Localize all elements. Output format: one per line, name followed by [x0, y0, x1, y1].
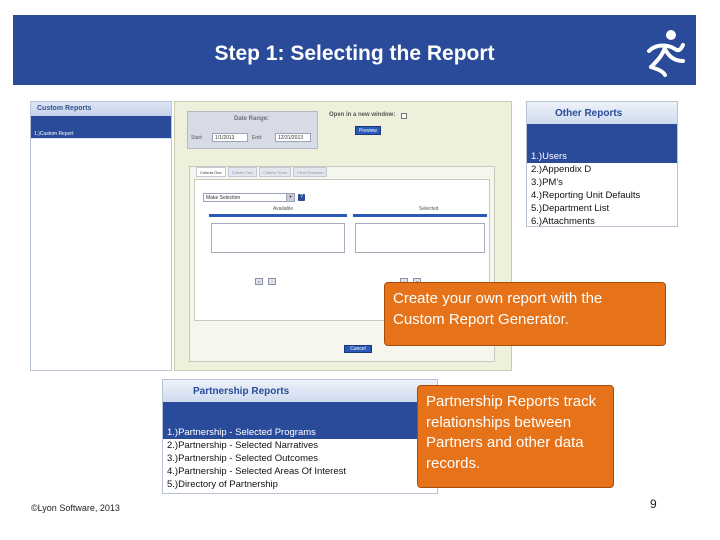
partnership-report-item[interactable]: 5.)Directory of Partnership	[167, 479, 278, 490]
end-date-input[interactable]: 12/31/2013	[275, 133, 311, 142]
cancel-button[interactable]: Cancel	[344, 345, 372, 353]
custom-report-item[interactable]: 1.)Custom Report	[31, 130, 171, 138]
selected-divider	[353, 214, 487, 217]
custom-report-callout: Create your own report with the Custom Report Generator.	[384, 282, 666, 346]
start-label: Start:	[191, 135, 203, 141]
custom-reports-panel	[30, 101, 172, 371]
custom-reports-title: Custom Reports	[31, 102, 171, 116]
make-selection-dropdown[interactable]	[203, 193, 295, 202]
other-report-item[interactable]: 5.)Department List	[531, 203, 610, 214]
other-report-item[interactable]: 1.)Users	[527, 150, 677, 163]
other-report-item[interactable]: 3.)PM's	[531, 177, 563, 188]
partnership-reports-header-bar	[163, 402, 437, 426]
custom-reports-header-bar	[31, 116, 171, 130]
other-reports-header-bar	[527, 124, 677, 150]
figure-logo-icon	[635, 25, 695, 80]
available-list[interactable]	[211, 223, 345, 253]
open-new-window-label: Open in a new window:	[329, 112, 396, 118]
other-reports-panel	[526, 101, 678, 227]
date-range-label: Date Range:	[234, 116, 270, 122]
help-icon[interactable]: ?	[298, 194, 305, 201]
start-date-input[interactable]: 1/1/2013	[212, 133, 248, 142]
partnership-reports-list	[163, 426, 437, 491]
open-new-window-checkbox[interactable]	[401, 113, 407, 119]
selected-list[interactable]	[355, 223, 485, 253]
tab-criteria-three[interactable]: Criteria Three	[259, 167, 291, 177]
slide-title: Step 1: Selecting the Report	[214, 42, 495, 65]
partnership-reports-title: Partnership Reports	[163, 380, 437, 402]
other-report-item[interactable]: 6.)Attachments	[531, 216, 595, 227]
tab-criteria-two[interactable]: Criteria Two	[228, 167, 257, 177]
other-reports-title: Other Reports	[527, 102, 677, 124]
copyright-text: ©Lyon Software, 2013	[31, 503, 120, 513]
slide-header	[13, 15, 696, 85]
partnership-reports-panel	[162, 379, 438, 494]
preview-button[interactable]: Preview	[355, 126, 381, 135]
move-right-icon[interactable]: ›	[268, 278, 276, 285]
date-range-box	[187, 111, 318, 149]
partnership-report-item[interactable]: 3.)Partnership - Selected Outcomes	[167, 453, 319, 464]
chevron-down-icon: ▼	[286, 194, 294, 201]
other-report-item[interactable]: 2.)Appendix D	[531, 164, 592, 175]
custom-reports-list-area	[31, 138, 171, 370]
page-number: 9	[650, 497, 657, 511]
end-label: End:	[252, 135, 263, 141]
tab-criteria-one[interactable]: Criteria One	[196, 167, 226, 177]
other-reports-list	[527, 150, 677, 228]
partnership-report-item[interactable]: 1.)Partnership - Selected Programs	[163, 426, 437, 439]
other-report-item[interactable]: 4.)Reporting Unit Defaults	[531, 190, 641, 201]
available-divider	[209, 214, 347, 217]
criteria-tabs	[196, 167, 329, 177]
available-label: Available	[273, 206, 294, 212]
move-all-left-icon[interactable]: «	[255, 278, 263, 285]
partnership-report-item[interactable]: 2.)Partnership - Selected Narratives	[167, 440, 319, 451]
selected-label: Selected	[419, 206, 439, 212]
partnership-callout: Partnership Reports track relationships between Partners and other data records.	[417, 385, 614, 488]
tab-field-selection[interactable]: Field Selection	[293, 167, 327, 177]
make-selection-value: Make Selection	[206, 195, 241, 201]
partnership-report-item[interactable]: 4.)Partnership - Selected Areas Of Interest	[167, 466, 347, 477]
